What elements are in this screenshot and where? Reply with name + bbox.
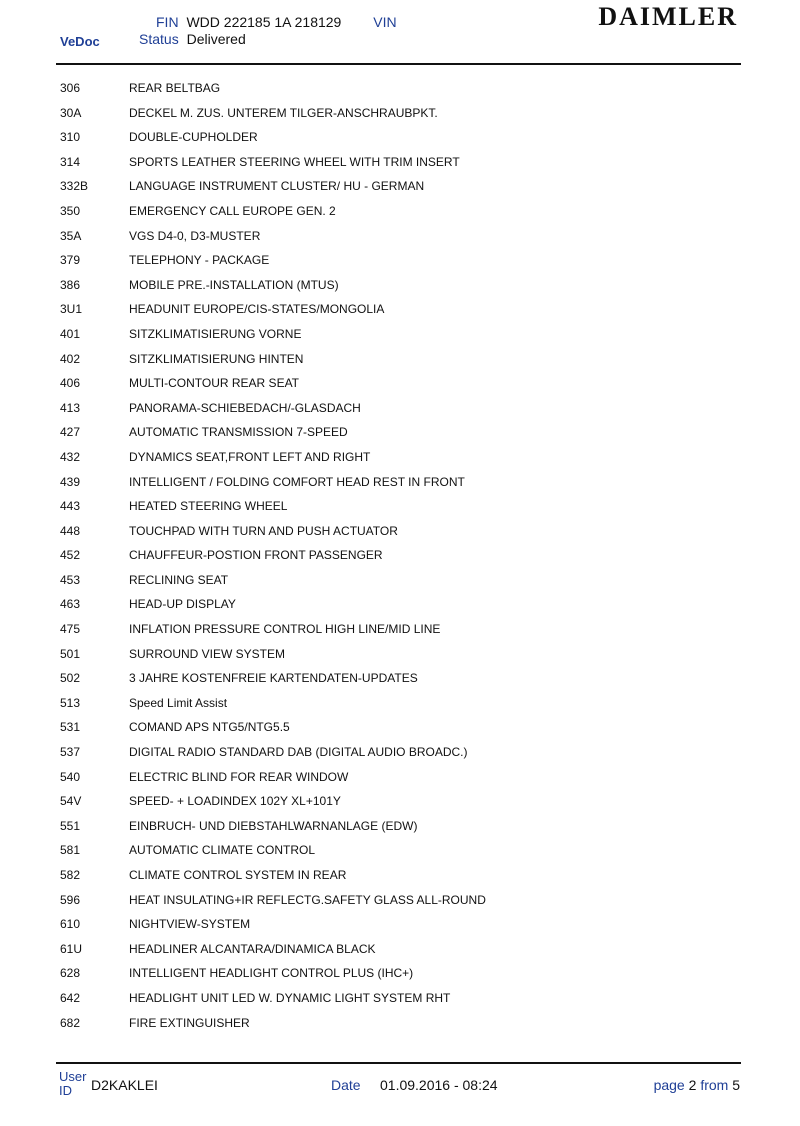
status-line [139,31,246,47]
option-description: LANGUAGE INSTRUMENT CLUSTER/ HU - GERMAN [129,179,425,194]
option-code: 35A [60,228,82,243]
code-row [0,814,800,839]
code-row [0,445,800,470]
option-code: 406 [60,376,81,391]
option-code: 610 [60,917,81,932]
code-row [0,691,800,716]
option-description: FIRE EXTINGUISHER [129,1015,250,1030]
option-code: 386 [60,277,81,292]
code-row [0,150,800,175]
option-description: COMAND APS NTG5/NTG5.5 [129,720,290,735]
code-row [0,789,800,814]
option-code: 551 [60,818,81,833]
option-description: EINBRUCH- UND DIEBSTAHLWARNANLAGE (EDW) [129,818,418,833]
brand-logo: DAIMLER [598,2,738,31]
option-code: 463 [60,597,81,612]
option-code: 537 [60,745,81,760]
option-code: 413 [60,400,81,415]
page-indicator [654,1077,740,1093]
option-code: 475 [60,622,81,637]
code-row [0,494,800,519]
date-value: 01.09.2016 - 08:24 [380,1077,498,1093]
code-row [0,961,800,986]
code-row [0,1011,800,1036]
option-code: 3U1 [60,302,83,317]
option-description: RECLINING SEAT [129,572,229,587]
option-code: 443 [60,499,81,514]
option-code: 379 [60,253,81,268]
option-code: 502 [60,671,81,686]
option-code: 432 [60,449,81,464]
option-description: VGS D4-0, D3-MUSTER [129,228,261,243]
option-code: 439 [60,474,81,489]
code-row [0,420,800,445]
page-from-label: from [700,1077,729,1093]
code-row [0,396,800,421]
code-row [0,322,800,347]
option-code: 427 [60,425,81,440]
option-description: AUTOMATIC TRANSMISSION 7-SPEED [129,425,348,440]
header-divider [56,63,741,65]
option-code: 596 [60,892,81,907]
code-row [0,101,800,126]
code-row [0,125,800,150]
option-description: SPORTS LEATHER STEERING WHEEL WITH TRIM INSERT [129,154,460,169]
code-row [0,371,800,396]
vedoc-label: VeDoc [60,34,100,49]
code-row [0,174,800,199]
option-description: DECKEL M. ZUS. UNTEREM TILGER-ANSCHRAUBPKT. [129,105,438,120]
page-label: page [653,1077,685,1093]
code-row [0,666,800,691]
code-row [0,838,800,863]
option-code: 581 [60,843,81,858]
option-code: 582 [60,868,81,882]
option-description: HEAD-UP DISPLAY [129,597,236,612]
code-row [0,543,800,568]
code-row [0,297,800,322]
option-description: DOUBLE-CUPHOLDER [129,130,258,145]
date-label: Date [331,1077,361,1093]
option-code: 54V [60,794,82,809]
page-total: 5 [732,1077,740,1093]
option-description: NIGHTVIEW-SYSTEM [129,917,251,932]
option-code: 402 [60,351,81,366]
equipment-code-list [0,76,800,1035]
code-row [0,617,800,642]
code-row [0,863,800,888]
option-description: SITZKLIMATISIERUNG VORNE [129,326,302,341]
option-description: HEADLINER ALCANTARA/DINAMICA BLACK [129,941,376,956]
option-description: MOBILE PRE.-INSTALLATION (MTUS) [129,277,339,292]
code-row [0,273,800,298]
option-description: INTELLIGENT / FOLDING COMFORT HEAD REST IN FRONT [129,474,465,489]
code-row [0,986,800,1011]
fin-line [156,14,397,30]
option-description: SPEED- + LOADINDEX 102Y XL+101Y [129,794,341,809]
option-code: 448 [60,523,81,538]
code-row [0,76,800,101]
page-number: 2 [688,1077,697,1093]
option-description: DYNAMICS SEAT,FRONT LEFT AND RIGHT [129,449,371,464]
code-row [0,765,800,790]
option-code: 314 [60,154,81,169]
option-description: INTELLIGENT HEADLIGHT CONTROL PLUS (IHC+) [129,966,414,981]
option-description: SITZKLIMATISIERUNG HINTEN [129,351,304,366]
option-description: PANORAMA-SCHIEBEDACH/-GLASDACH [129,400,361,415]
option-description: DIGITAL RADIO STANDARD DAB (DIGITAL AUDIO BROADC.) [129,745,468,760]
option-code: 61U [60,941,83,956]
option-code: 306 [60,81,81,95]
document-footer [0,1066,800,1126]
code-row [0,715,800,740]
option-description: HEADUNIT EUROPE/CIS-STATES/MONGOLIA [129,302,385,317]
option-description: HEATED STEERING WHEEL [129,499,288,514]
option-code: 310 [60,130,81,145]
user-id-label: User ID [59,1069,87,1098]
option-code: 628 [60,966,81,981]
option-description: SURROUND VIEW SYSTEM [129,646,286,661]
option-code: 401 [60,326,81,341]
option-description: AUTOMATIC CLIMATE CONTROL [129,843,316,858]
option-description: TOUCHPAD WITH TURN AND PUSH ACTUATOR [129,523,398,538]
code-row [0,888,800,913]
code-row [0,937,800,962]
option-code: 30A [60,105,82,120]
document-header [0,0,800,66]
option-description: ELECTRIC BLIND FOR REAR WINDOW [129,769,349,784]
option-description: CHAUFFEUR-POSTION FRONT PASSENGER [129,548,383,563]
code-row [0,248,800,273]
option-code: 540 [60,769,81,784]
code-row [0,470,800,495]
code-row [0,199,800,224]
code-row [0,224,800,249]
vin-label: VIN [373,14,397,30]
option-code: 452 [60,548,81,563]
code-row [0,740,800,765]
option-code: 350 [60,203,81,218]
code-row [0,642,800,667]
option-description: MULTI-CONTOUR REAR SEAT [129,376,300,391]
fin-value: WDD 222185 1A 218129 [186,14,342,30]
option-code: 513 [60,695,81,710]
option-description: INFLATION PRESSURE CONTROL HIGH LINE/MID LINE [129,622,441,637]
option-code: 682 [60,1015,81,1030]
status-label: Status [139,31,179,47]
status-value: Delivered [186,31,246,47]
option-description: HEADLIGHT UNIT LED W. DYNAMIC LIGHT SYSTEM RHT [129,990,451,1005]
option-description: REAR BELTBAG [129,81,221,95]
option-description: 3 JAHRE KOSTENFREIE KARTENDATEN-UPDATES [129,671,418,686]
option-code: 332B [60,179,89,194]
code-row [0,912,800,937]
option-code: 642 [60,990,81,1005]
code-row [0,592,800,617]
code-row [0,347,800,372]
option-description: Speed Limit Assist [129,695,228,710]
option-description: HEAT INSULATING+IR REFLECTG.SAFETY GLASS ALL-ROUND [129,892,486,907]
code-row [0,519,800,544]
option-description: CLIMATE CONTROL SYSTEM IN REAR [129,868,347,882]
option-description: TELEPHONY - PACKAGE [129,253,270,268]
fin-label: FIN [156,14,179,30]
option-description: EMERGENCY CALL EUROPE GEN. 2 [129,203,336,218]
code-row [0,568,800,593]
option-code: 453 [60,572,81,587]
option-code: 501 [60,646,81,661]
user-id-value: D2KAKLEI [91,1077,158,1093]
footer-divider [56,1062,741,1064]
option-code: 531 [60,720,81,735]
